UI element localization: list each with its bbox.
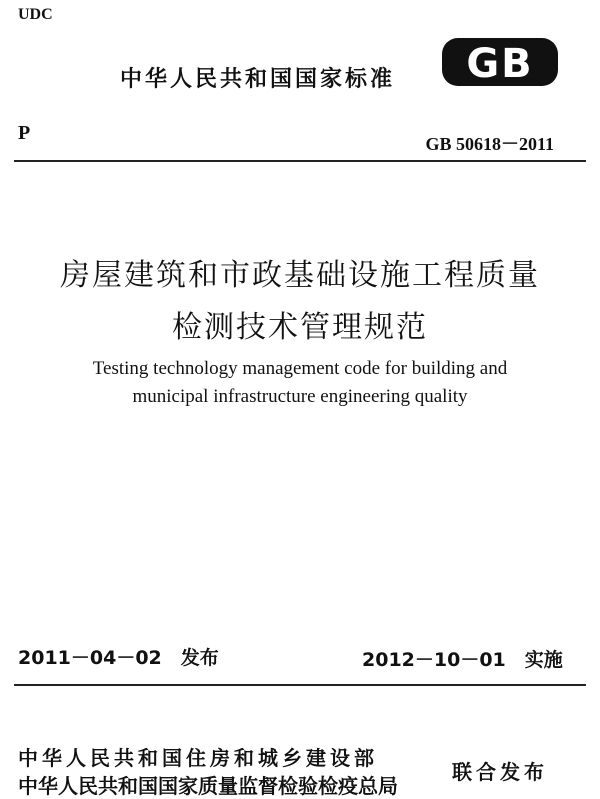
implementation-date: 2012－10－01 实施 bbox=[362, 649, 563, 671]
issuer-ministry-housing: 中华人民共和国住房和城乡建设部 bbox=[18, 746, 378, 770]
udc-label: UDC bbox=[18, 6, 53, 23]
title-en-line2: municipal infrastructure engineering quality bbox=[132, 386, 468, 407]
national-standard-label: 中华人民共和国国家标准 bbox=[120, 67, 396, 92]
joint-issue-label: 联合发布 bbox=[452, 760, 548, 784]
issuer-aqsiq: 中华人民共和国国家质量监督检验检疫总局 bbox=[18, 774, 398, 798]
header-divider bbox=[14, 160, 586, 162]
title-zh-line1: 房屋建筑和市政基础设施工程质量 bbox=[60, 258, 540, 293]
category-label: P bbox=[18, 122, 31, 144]
standard-code: GB 50618－2011 bbox=[425, 134, 554, 154]
title-en-line1: Testing technology management code for building and bbox=[92, 358, 508, 379]
footer-divider bbox=[14, 684, 586, 686]
svg-text:GB: GB bbox=[466, 41, 534, 87]
title-zh-line2: 检测技术管理规范 bbox=[172, 310, 428, 345]
issue-date: 2011－04－02 发布 bbox=[18, 647, 219, 669]
gb-logo bbox=[440, 36, 560, 88]
